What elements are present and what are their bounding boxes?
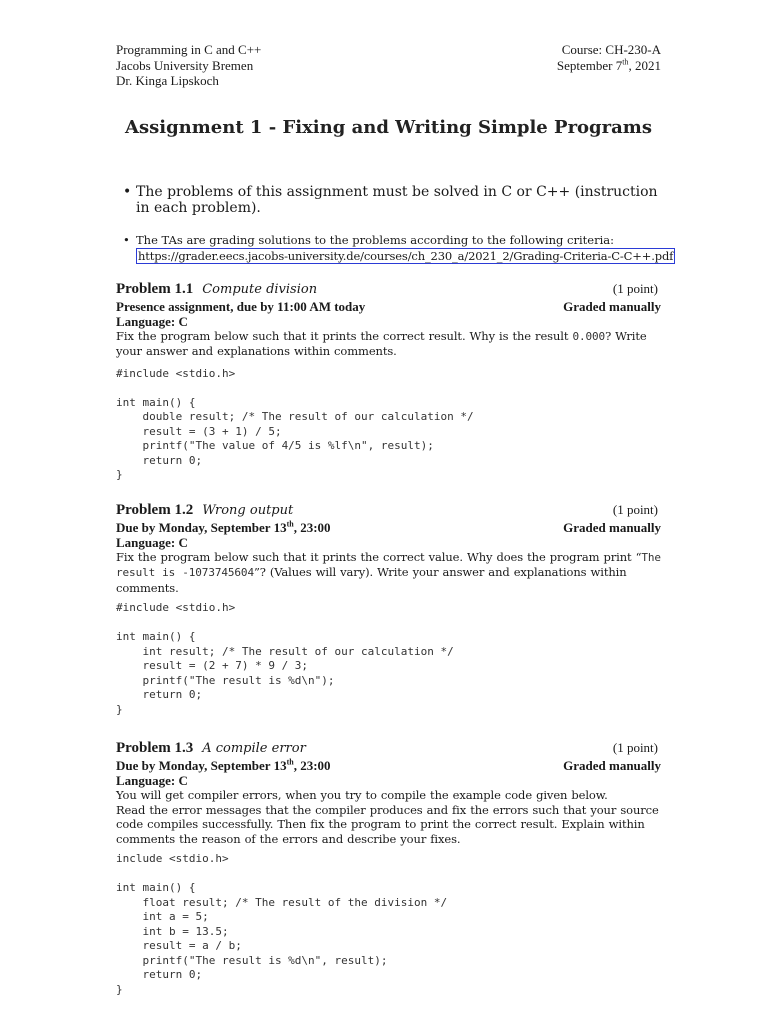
problem-description [116,788,661,846]
problem-number: Problem 1.1 [116,280,194,297]
problem-heading [116,499,661,519]
grading-mode: Graded manually [563,758,661,773]
date-suffix: th [622,57,629,67]
due-text: Due by Monday, September 13 [116,758,287,773]
problem-language: Language: C [116,534,188,550]
instruction-item-language: • The problems of this assignment must be solved in C or C++ (instruction in each problem). [136,184,661,216]
due-text: Due by Monday, September 13 [116,519,287,535]
grading-mode: Graded manually [563,298,661,314]
code-block: #include <stdio.h> int main() { double result; /* The result of our calculation */ result = (3 + 1) / 5; printf("The value of 4/5 is %lf\n", result); return 0; } [116,366,474,481]
description-line-2: Read the error messages that the compiler produces and fix the errors such that your source code compiles successfully. Then fix the program to print the correct result. Explain within comments the reason of the errors and describe your fixes. [116,802,659,846]
instruction-item-grading [136,232,674,264]
header-right [557,42,661,89]
problem-description [116,329,661,359]
date-text: September 7 [556,57,623,73]
problem-1-2 [116,499,661,718]
description-text-end: ? Write your answer and explanations within comments. [116,328,647,358]
course-code: Course: CH-230-A [561,42,661,57]
problem-heading [116,278,661,298]
due-date [116,299,365,314]
description-text: Fix the program below such that it prints the correct result. Why is the result [116,328,573,343]
instructions-list [116,183,674,264]
grading-criteria-link[interactable]: https://grader.eecs.jacobs-university.de/courses/ch_230_a/2021_2/Grading-Criteria-C-C++.pdf [138,248,674,263]
due-suffix: th [286,757,294,767]
due-text: Presence assignment, due by 11:00 AM today [116,298,366,314]
problem-number: Problem 1.2 [116,501,194,518]
problem-name: Wrong output [202,502,294,518]
problem-due [116,520,661,535]
due-suffix: th [286,519,294,529]
grading-mode: Graded manually [563,519,661,535]
due-time: , 23:00 [293,758,331,773]
code-block: include <stdio.h> int main() { float result; /* The result of the division */ int a = 5; int b = 13.5; result = a / b; printf("The result is %d\n", result); return 0; } [116,852,448,996]
university: Jacobs University Bremen [116,57,254,73]
problem-name: A compile error [202,741,306,756]
problem-1-1 [116,278,661,483]
problem-language: Language: C [116,313,188,329]
description-line-1: You will get compiler errors, when you try to compile the example code given below. [116,788,608,802]
problem-due [116,299,661,314]
problem-points: (1 point) [612,280,658,296]
assignment-date [557,58,661,74]
due-date [116,520,331,535]
problem-points: (1 point) [612,740,658,755]
date-year: , 2021 [628,57,661,73]
problem-heading [116,737,661,757]
due-time: , 23:00 [293,519,331,535]
header-left [116,42,261,89]
description-text: Fix the program below such that it prints the correct value. Why does the program print “ [116,549,642,564]
problem-points: (1 point) [612,501,658,517]
description-text-end: ”? (Values will vary). Write your answer and explanations within comments. [116,565,627,595]
page-title: Assignment 1 - Fixing and Writing Simple Programs [125,116,652,138]
problem-language: Language: C [116,773,188,788]
problem-name: Compute division [202,281,318,297]
problem-1-3 [116,737,661,997]
page-header [116,42,661,89]
instructor: Dr. Kinga Lipskoch [116,73,219,88]
code-block: #include <stdio.h> int main() { int result; /* The result of our calculation */ result = (2 + 7) * 9 / 3; printf("The result is %d\n"); return 0; } [116,601,454,716]
due-date [116,758,331,773]
grading-text: The TAs are grading solutions to the problems according to the following criteria: [136,232,614,247]
course-name: Programming in C and C++ [116,42,262,57]
description-code: 0.000 [572,329,606,343]
description-code: The result is -1073745604 [116,550,661,579]
problem-due [116,758,661,773]
problem-number: Problem 1.3 [116,740,194,756]
problem-description [116,550,661,596]
